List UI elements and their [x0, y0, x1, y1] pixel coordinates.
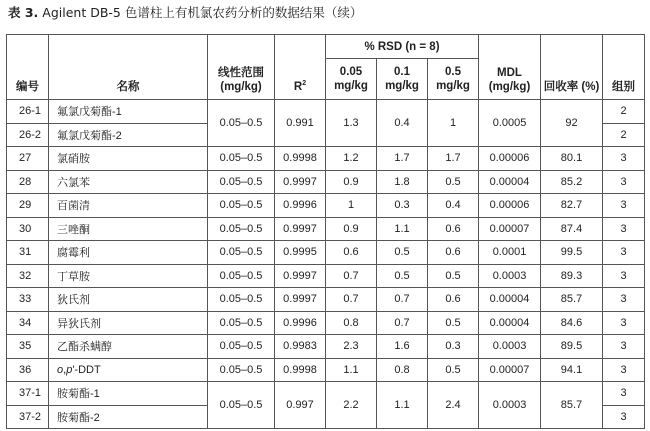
cell-rsd2: 0.7	[377, 288, 428, 312]
table-body	[7, 100, 645, 429]
cell-recovery: 99.5	[541, 241, 603, 265]
table-row	[7, 147, 645, 171]
cell-range: 0.05–0.5	[208, 382, 275, 429]
header-recovery: 回收率 (%)	[541, 35, 603, 100]
cell-rsd1: 0.7	[326, 264, 377, 288]
cell-range: 0.05–0.5	[208, 170, 275, 194]
cell-name: 乙酯杀螨醇	[49, 335, 208, 359]
cell-r2: 0.9997	[275, 288, 326, 312]
cell-mdl: 0.00004	[479, 288, 541, 312]
cell-id: 35	[7, 335, 49, 359]
cell-group: 3	[603, 170, 645, 194]
cell-rsd2: 0.5	[377, 264, 428, 288]
cell-r2: 0.991	[275, 100, 326, 147]
cell-range: 0.05–0.5	[208, 311, 275, 335]
table-row	[7, 358, 645, 382]
cell-rsd3: 0.3	[428, 335, 479, 359]
cell-group: 3	[603, 335, 645, 359]
cell-rsd3: 2.4	[428, 382, 479, 429]
cell-name: 丁草胺	[49, 264, 208, 288]
cell-r2: 0.9998	[275, 147, 326, 171]
cell-mdl: 0.0003	[479, 264, 541, 288]
cell-group: 3	[603, 264, 645, 288]
cell-range: 0.05–0.5	[208, 100, 275, 147]
cell-r2: 0.9997	[275, 217, 326, 241]
cell-group: 3	[603, 288, 645, 312]
cell-rsd3: 0.6	[428, 241, 479, 265]
cell-id: 37-2	[7, 405, 49, 429]
cell-name: 氯硝胺	[49, 147, 208, 171]
cell-group: 3	[603, 147, 645, 171]
cell-rsd1: 0.9	[326, 217, 377, 241]
cell-id: 32	[7, 264, 49, 288]
cell-group: 3	[603, 405, 645, 429]
cell-r2: 0.9997	[275, 170, 326, 194]
cell-rsd2: 1.8	[377, 170, 428, 194]
cell-recovery: 87.4	[541, 217, 603, 241]
cell-id: 37-1	[7, 382, 49, 406]
cell-range: 0.05–0.5	[208, 288, 275, 312]
header-group: 组别	[603, 35, 645, 100]
cell-name: 异狄氏剂	[49, 311, 208, 335]
cell-mdl: 0.00004	[479, 170, 541, 194]
cell-rsd1: 0.6	[326, 241, 377, 265]
cell-rsd2: 1.1	[377, 217, 428, 241]
caption-label: 表 3.	[8, 5, 39, 20]
cell-recovery: 85.7	[541, 382, 603, 429]
cell-range: 0.05–0.5	[208, 217, 275, 241]
cell-group: 3	[603, 241, 645, 265]
cell-mdl: 0.00004	[479, 311, 541, 335]
cell-id: 34	[7, 311, 49, 335]
cell-group: 3	[603, 217, 645, 241]
cell-id: 26-1	[7, 100, 49, 124]
cell-range: 0.05–0.5	[208, 335, 275, 359]
cell-rsd2: 1.7	[377, 147, 428, 171]
cell-rsd1: 0.8	[326, 311, 377, 335]
cell-rsd2: 0.7	[377, 311, 428, 335]
cell-r2: 0.9996	[275, 194, 326, 218]
cell-rsd3: 0.5	[428, 264, 479, 288]
cell-recovery: 84.6	[541, 311, 603, 335]
cell-mdl: 0.0005	[479, 100, 541, 147]
cell-id: 29	[7, 194, 49, 218]
cell-name: 胺菊酯-2	[49, 405, 208, 429]
cell-recovery: 89.3	[541, 264, 603, 288]
data-table	[6, 34, 645, 429]
cell-rsd1: 2.2	[326, 382, 377, 429]
cell-rsd1: 1.1	[326, 358, 377, 382]
cell-mdl: 0.00006	[479, 194, 541, 218]
cell-recovery: 80.1	[541, 147, 603, 171]
cell-group: 3	[603, 382, 645, 406]
cell-id: 31	[7, 241, 49, 265]
cell-name: 百菌清	[49, 194, 208, 218]
cell-r2: 0.9995	[275, 241, 326, 265]
cell-rsd1: 1	[326, 194, 377, 218]
cell-mdl: 0.00006	[479, 147, 541, 171]
cell-rsd1: 2.3	[326, 335, 377, 359]
cell-rsd2: 0.8	[377, 358, 428, 382]
cell-recovery: 85.2	[541, 170, 603, 194]
cell-r2: 0.9997	[275, 264, 326, 288]
table-caption	[8, 5, 362, 21]
header-rsd-group: % RSD (n = 8)	[326, 35, 479, 59]
cell-mdl: 0.00007	[479, 217, 541, 241]
cell-id: 30	[7, 217, 49, 241]
cell-name: o,p'-DDT	[49, 358, 208, 382]
header-id: 编号	[7, 35, 49, 100]
cell-rsd1: 1.3	[326, 100, 377, 147]
cell-range: 0.05–0.5	[208, 147, 275, 171]
cell-name: 氟氯戊菊酯-1	[49, 100, 208, 124]
cell-name: 狄氏剂	[49, 288, 208, 312]
cell-group: 3	[603, 194, 645, 218]
header-range: 线性范围 (mg/kg)	[208, 35, 275, 100]
cell-rsd3: 0.6	[428, 217, 479, 241]
header-rsd-1: 0.05 mg/kg	[326, 59, 377, 100]
header-r2: $R^2$	[275, 35, 326, 100]
cell-rsd2: 1.6	[377, 335, 428, 359]
cell-mdl: 0.0001	[479, 241, 541, 265]
cell-group: 2	[603, 100, 645, 124]
cell-rsd3: 1	[428, 100, 479, 147]
cell-id: 27	[7, 147, 49, 171]
cell-rsd3: 0.5	[428, 311, 479, 335]
table-row	[7, 241, 645, 265]
cell-id: 28	[7, 170, 49, 194]
cell-name: 三唑酮	[49, 217, 208, 241]
cell-recovery: 92	[541, 100, 603, 147]
cell-rsd1: 0.7	[326, 288, 377, 312]
table-row	[7, 170, 645, 194]
caption-text: Agilent DB-5 色谱柱上有机氯农药分析的数据结果（续）	[42, 5, 363, 20]
cell-group: 3	[603, 358, 645, 382]
table-row	[7, 264, 645, 288]
cell-r2: 0.997	[275, 382, 326, 429]
table-row	[7, 335, 645, 359]
header-mdl: MDL (mg/kg)	[479, 35, 541, 100]
cell-recovery: 89.5	[541, 335, 603, 359]
table-row	[7, 100, 645, 124]
cell-recovery: 82.7	[541, 194, 603, 218]
cell-rsd3: 0.5	[428, 170, 479, 194]
cell-range: 0.05–0.5	[208, 264, 275, 288]
cell-range: 0.05–0.5	[208, 194, 275, 218]
cell-mdl: 0.00007	[479, 358, 541, 382]
cell-rsd1: 1.2	[326, 147, 377, 171]
table-row	[7, 194, 645, 218]
cell-range: 0.05–0.5	[208, 358, 275, 382]
cell-name: 腐霉利	[49, 241, 208, 265]
cell-rsd2: 0.3	[377, 194, 428, 218]
cell-range: 0.05–0.5	[208, 241, 275, 265]
cell-recovery: 85.7	[541, 288, 603, 312]
cell-rsd3: 0.6	[428, 288, 479, 312]
cell-id: 26-2	[7, 123, 49, 147]
cell-r2: 0.9998	[275, 358, 326, 382]
cell-rsd3: 0.5	[428, 358, 479, 382]
header-name: 名称	[49, 35, 208, 100]
cell-mdl: 0.0003	[479, 335, 541, 359]
cell-rsd1: 0.9	[326, 170, 377, 194]
cell-id: 33	[7, 288, 49, 312]
table-row	[7, 382, 645, 406]
cell-rsd2: 0.5	[377, 241, 428, 265]
header-rsd-2: 0.1 mg/kg	[377, 59, 428, 100]
cell-group: 2	[603, 123, 645, 147]
cell-r2: 0.9983	[275, 335, 326, 359]
cell-rsd2: 1.1	[377, 382, 428, 429]
cell-rsd2: 0.4	[377, 100, 428, 147]
cell-name: 氟氯戊菊酯-2	[49, 123, 208, 147]
cell-name: 六氯苯	[49, 170, 208, 194]
cell-rsd3: 0.4	[428, 194, 479, 218]
cell-mdl: 0.0003	[479, 382, 541, 429]
table-row	[7, 217, 645, 241]
cell-r2: 0.9996	[275, 311, 326, 335]
header-rsd-3: 0.5 mg/kg	[428, 59, 479, 100]
cell-group: 3	[603, 311, 645, 335]
table-row	[7, 311, 645, 335]
table-row	[7, 288, 645, 312]
cell-id: 36	[7, 358, 49, 382]
cell-recovery: 94.1	[541, 358, 603, 382]
cell-name: 胺菊酯-1	[49, 382, 208, 406]
cell-rsd3: 1.7	[428, 147, 479, 171]
